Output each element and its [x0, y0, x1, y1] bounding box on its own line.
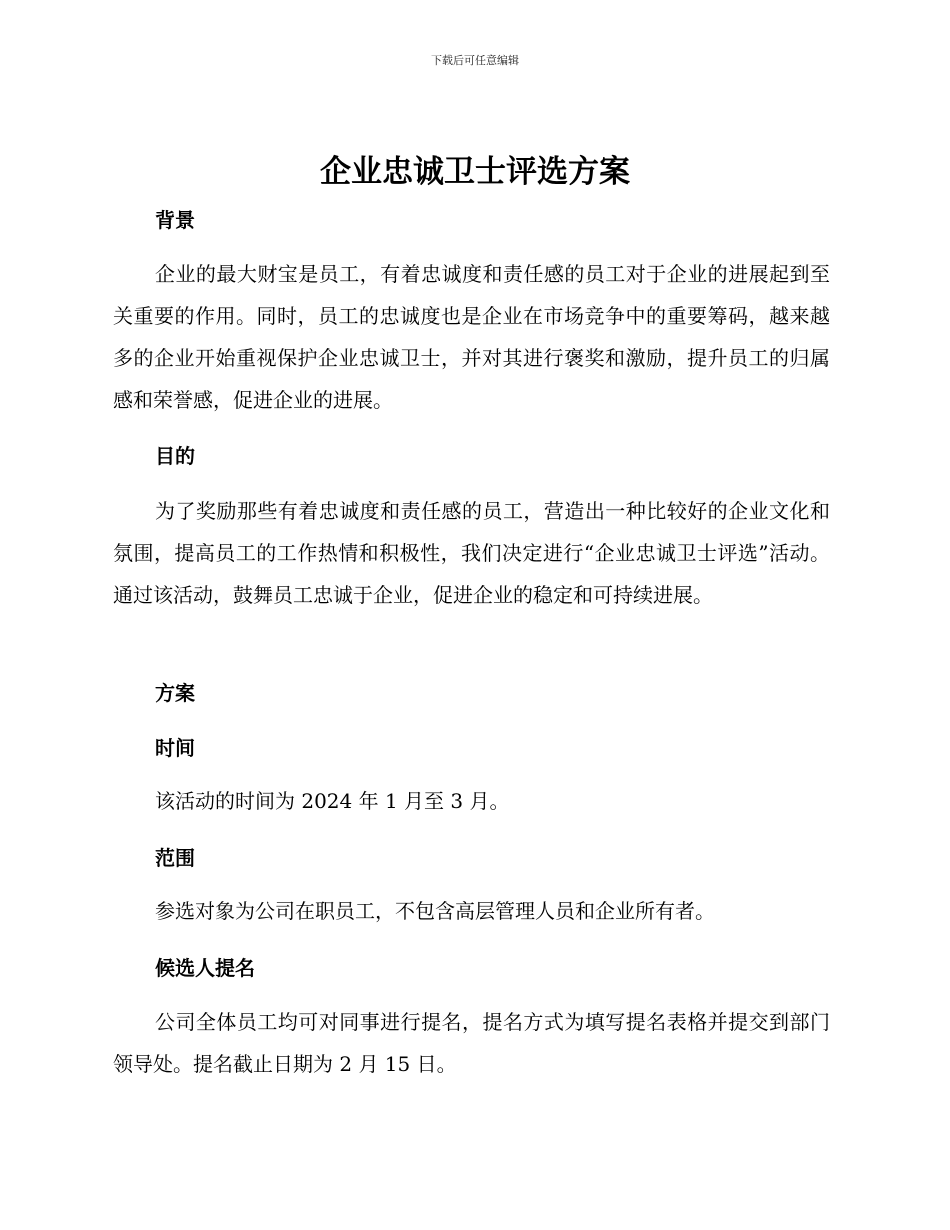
paragraph-scope: 参选对象为公司在职员工，不包含高层管理人员和企业所有者。: [155, 899, 715, 923]
document-title: 企业忠诚卫士评选方案: [320, 154, 630, 190]
heading-time: 时间: [155, 736, 195, 760]
paragraph-time: 该活动的时间为 2024 年 1 月至 3 月。: [155, 789, 510, 813]
paragraph-nomination: 公司全体员工均可对同事进行提名，提名方式为填写提名表格并提交到部门领导处。提名截止日期为 2 月 15 日。: [113, 1010, 830, 1076]
heading-nomination: 候选人提名: [155, 956, 255, 980]
heading-purpose: 目的: [155, 444, 195, 468]
paragraph-background: 企业的最大财宝是员工，有着忠诚度和责任感的员工对于企业的进展起到至关重要的作用。同时，员工的忠诚度也是企业在市场竞争中的重要筹码，越来越多的企业开始重视保护企业忠诚卫士，并对其进行褒奖和激励，提升员工的归属感和荣誉感，促进企业的进展。: [113, 262, 830, 412]
heading-scope: 范围: [155, 846, 195, 870]
paragraph-purpose: 为了奖励那些有着忠诚度和责任感的员工，营造出一种比较好的企业文化和氛围，提高员工的工作热情和积极性，我们决定进行“企业忠诚卫士评选”活动。通过该活动，鼓舞员工忠诚于企业，促进企业的稳定和可持续进展。: [113, 499, 830, 607]
heading-background: 背景: [155, 208, 195, 232]
header-note: 下载后可任意编辑: [431, 54, 519, 67]
heading-plan: 方案: [155, 681, 195, 705]
